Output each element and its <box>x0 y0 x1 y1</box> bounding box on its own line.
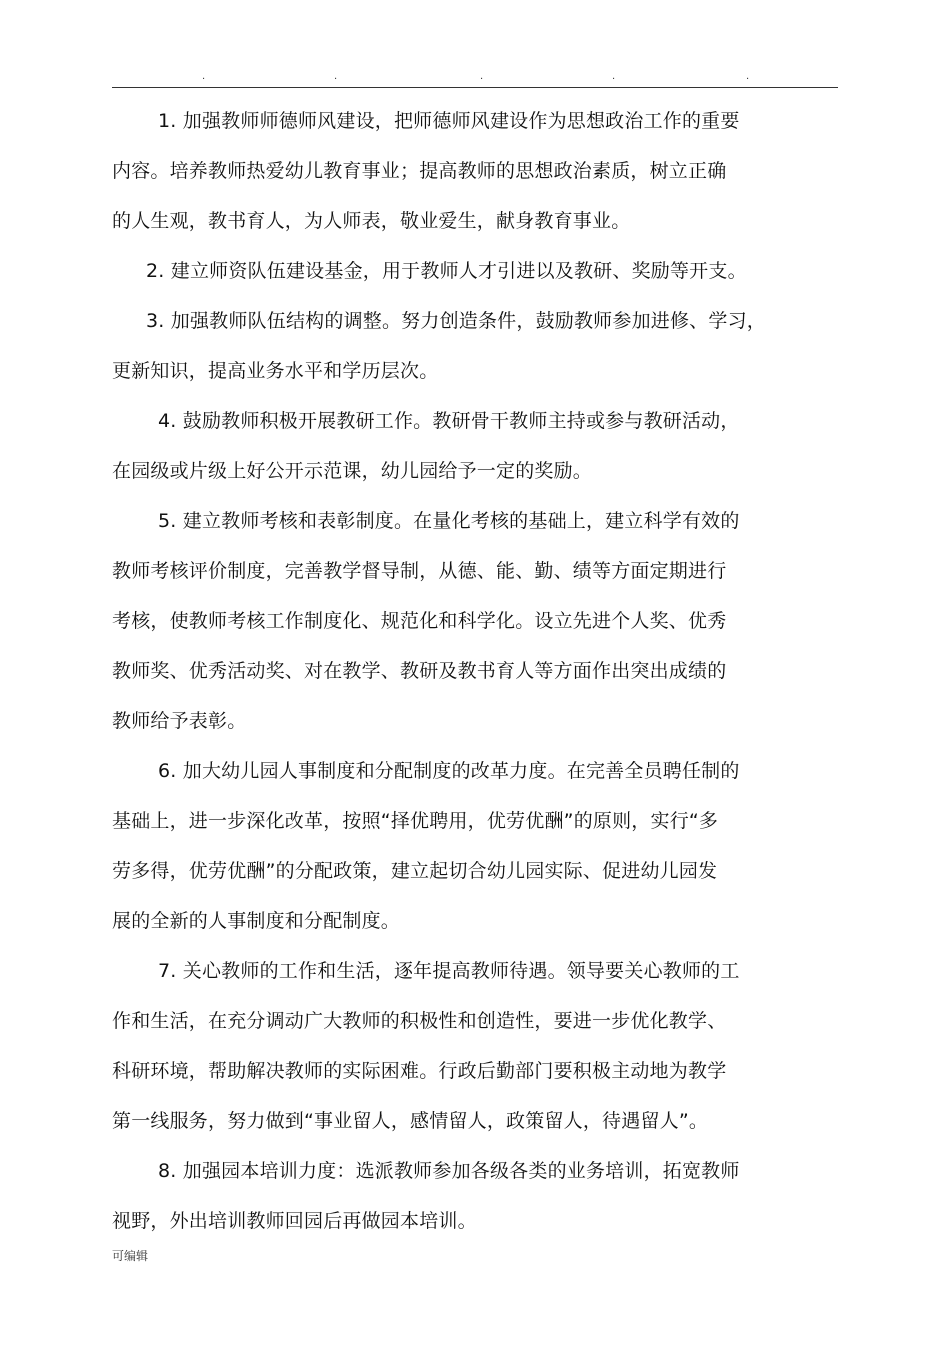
paragraph-line: 教师考核评价制度，完善教学督导制，从德、能、勤、绩等方面定期进行 <box>112 560 727 582</box>
header-dots <box>112 70 838 84</box>
paragraph-line: 视野，外出培训教师回园后再做园本培训。 <box>112 1210 477 1232</box>
paragraph-line: 的人生观，教书育人，为人师表，敬业爱生，献身教育事业。 <box>112 210 631 232</box>
paragraph-line: 6. 加大幼儿园人事制度和分配制度的改革力度。在完善全员聘任制的 <box>158 760 740 782</box>
paragraph-line: 劳多得，优劳优酬”的分配政策，建立起切合幼儿园实际、促进幼儿园发 <box>112 860 718 882</box>
paragraph-8 <box>112 1146 838 1246</box>
paragraph-line: 7. 关心教师的工作和生活，逐年提高教师待遇。领导要关心教师的工 <box>158 960 740 982</box>
paragraph-line: 8. 加强园本培训力度：选派教师参加各级各类的业务培训，拓宽教师 <box>158 1160 740 1182</box>
paragraph-line: 科研环境，帮助解决教师的实际困难。行政后勤部门要积极主动地为教学 <box>112 1060 727 1082</box>
header-rule <box>112 87 838 88</box>
paragraph-line: 教师给予表彰。 <box>112 710 247 732</box>
paragraph-line: 基础上，进一步深化改革，按照“择优聘用，优劳优酬”的原则，实行“多 <box>112 810 719 832</box>
header-dot: . <box>746 71 750 82</box>
paragraph-line: 第一线服务，努力做到“事业留人，感情留人，政策留人，待遇留人”。 <box>112 1110 709 1132</box>
footer-label: 可编辑 <box>112 1249 149 1263</box>
paragraph-line: 1. 加强教师师德师风建设，把师德师风建设作为思想政治工作的重要 <box>158 110 740 132</box>
paragraph-line: 内容。培养教师热爱幼儿教育事业；提高教师的思想政治素质，树立正确 <box>112 160 727 182</box>
document-body <box>112 96 838 1246</box>
paragraph-line: 5. 建立教师考核和表彰制度。在量化考核的基础上，建立科学有效的 <box>158 510 740 532</box>
paragraph-4 <box>112 396 838 496</box>
header-dot: . <box>202 71 206 82</box>
paragraph-line: 作和生活，在充分调动广大教师的积极性和创造性，要进一步优化教学、 <box>112 1010 727 1032</box>
paragraph-line: 考核，使教师考核工作制度化、规范化和科学化。设立先进个人奖、优秀 <box>112 610 727 632</box>
paragraph-line: 教师奖、优秀活动奖、对在教学、教研及教书育人等方面作出突出成绩的 <box>112 660 727 682</box>
paragraph-2 <box>112 246 838 296</box>
paragraph-5 <box>112 496 838 746</box>
paragraph-1 <box>112 96 838 246</box>
header-dot: . <box>480 71 484 82</box>
paragraph-line: 在园级或片级上好公开示范课，幼儿园给予一定的奖励。 <box>112 460 593 482</box>
paragraph-line: 3. 加强教师队伍结构的调整。努力创造条件，鼓励教师参加进修、学习， <box>146 310 766 332</box>
paragraph-3 <box>112 296 838 396</box>
paragraph-line: 2. 建立师资队伍建设基金，用于教师人才引进以及教研、奖励等开支。 <box>146 260 747 282</box>
header-dot: . <box>334 71 338 82</box>
header-dot: . <box>612 71 616 82</box>
paragraph-line: 4. 鼓励教师积极开展教研工作。教研骨干教师主持或参与教研活动， <box>158 410 740 432</box>
paragraph-line: 更新知识，提高业务水平和学历层次。 <box>112 360 439 382</box>
paragraph-6 <box>112 746 838 946</box>
paragraph-7 <box>112 946 838 1146</box>
paragraph-line: 展的全新的人事制度和分配制度。 <box>112 910 401 932</box>
